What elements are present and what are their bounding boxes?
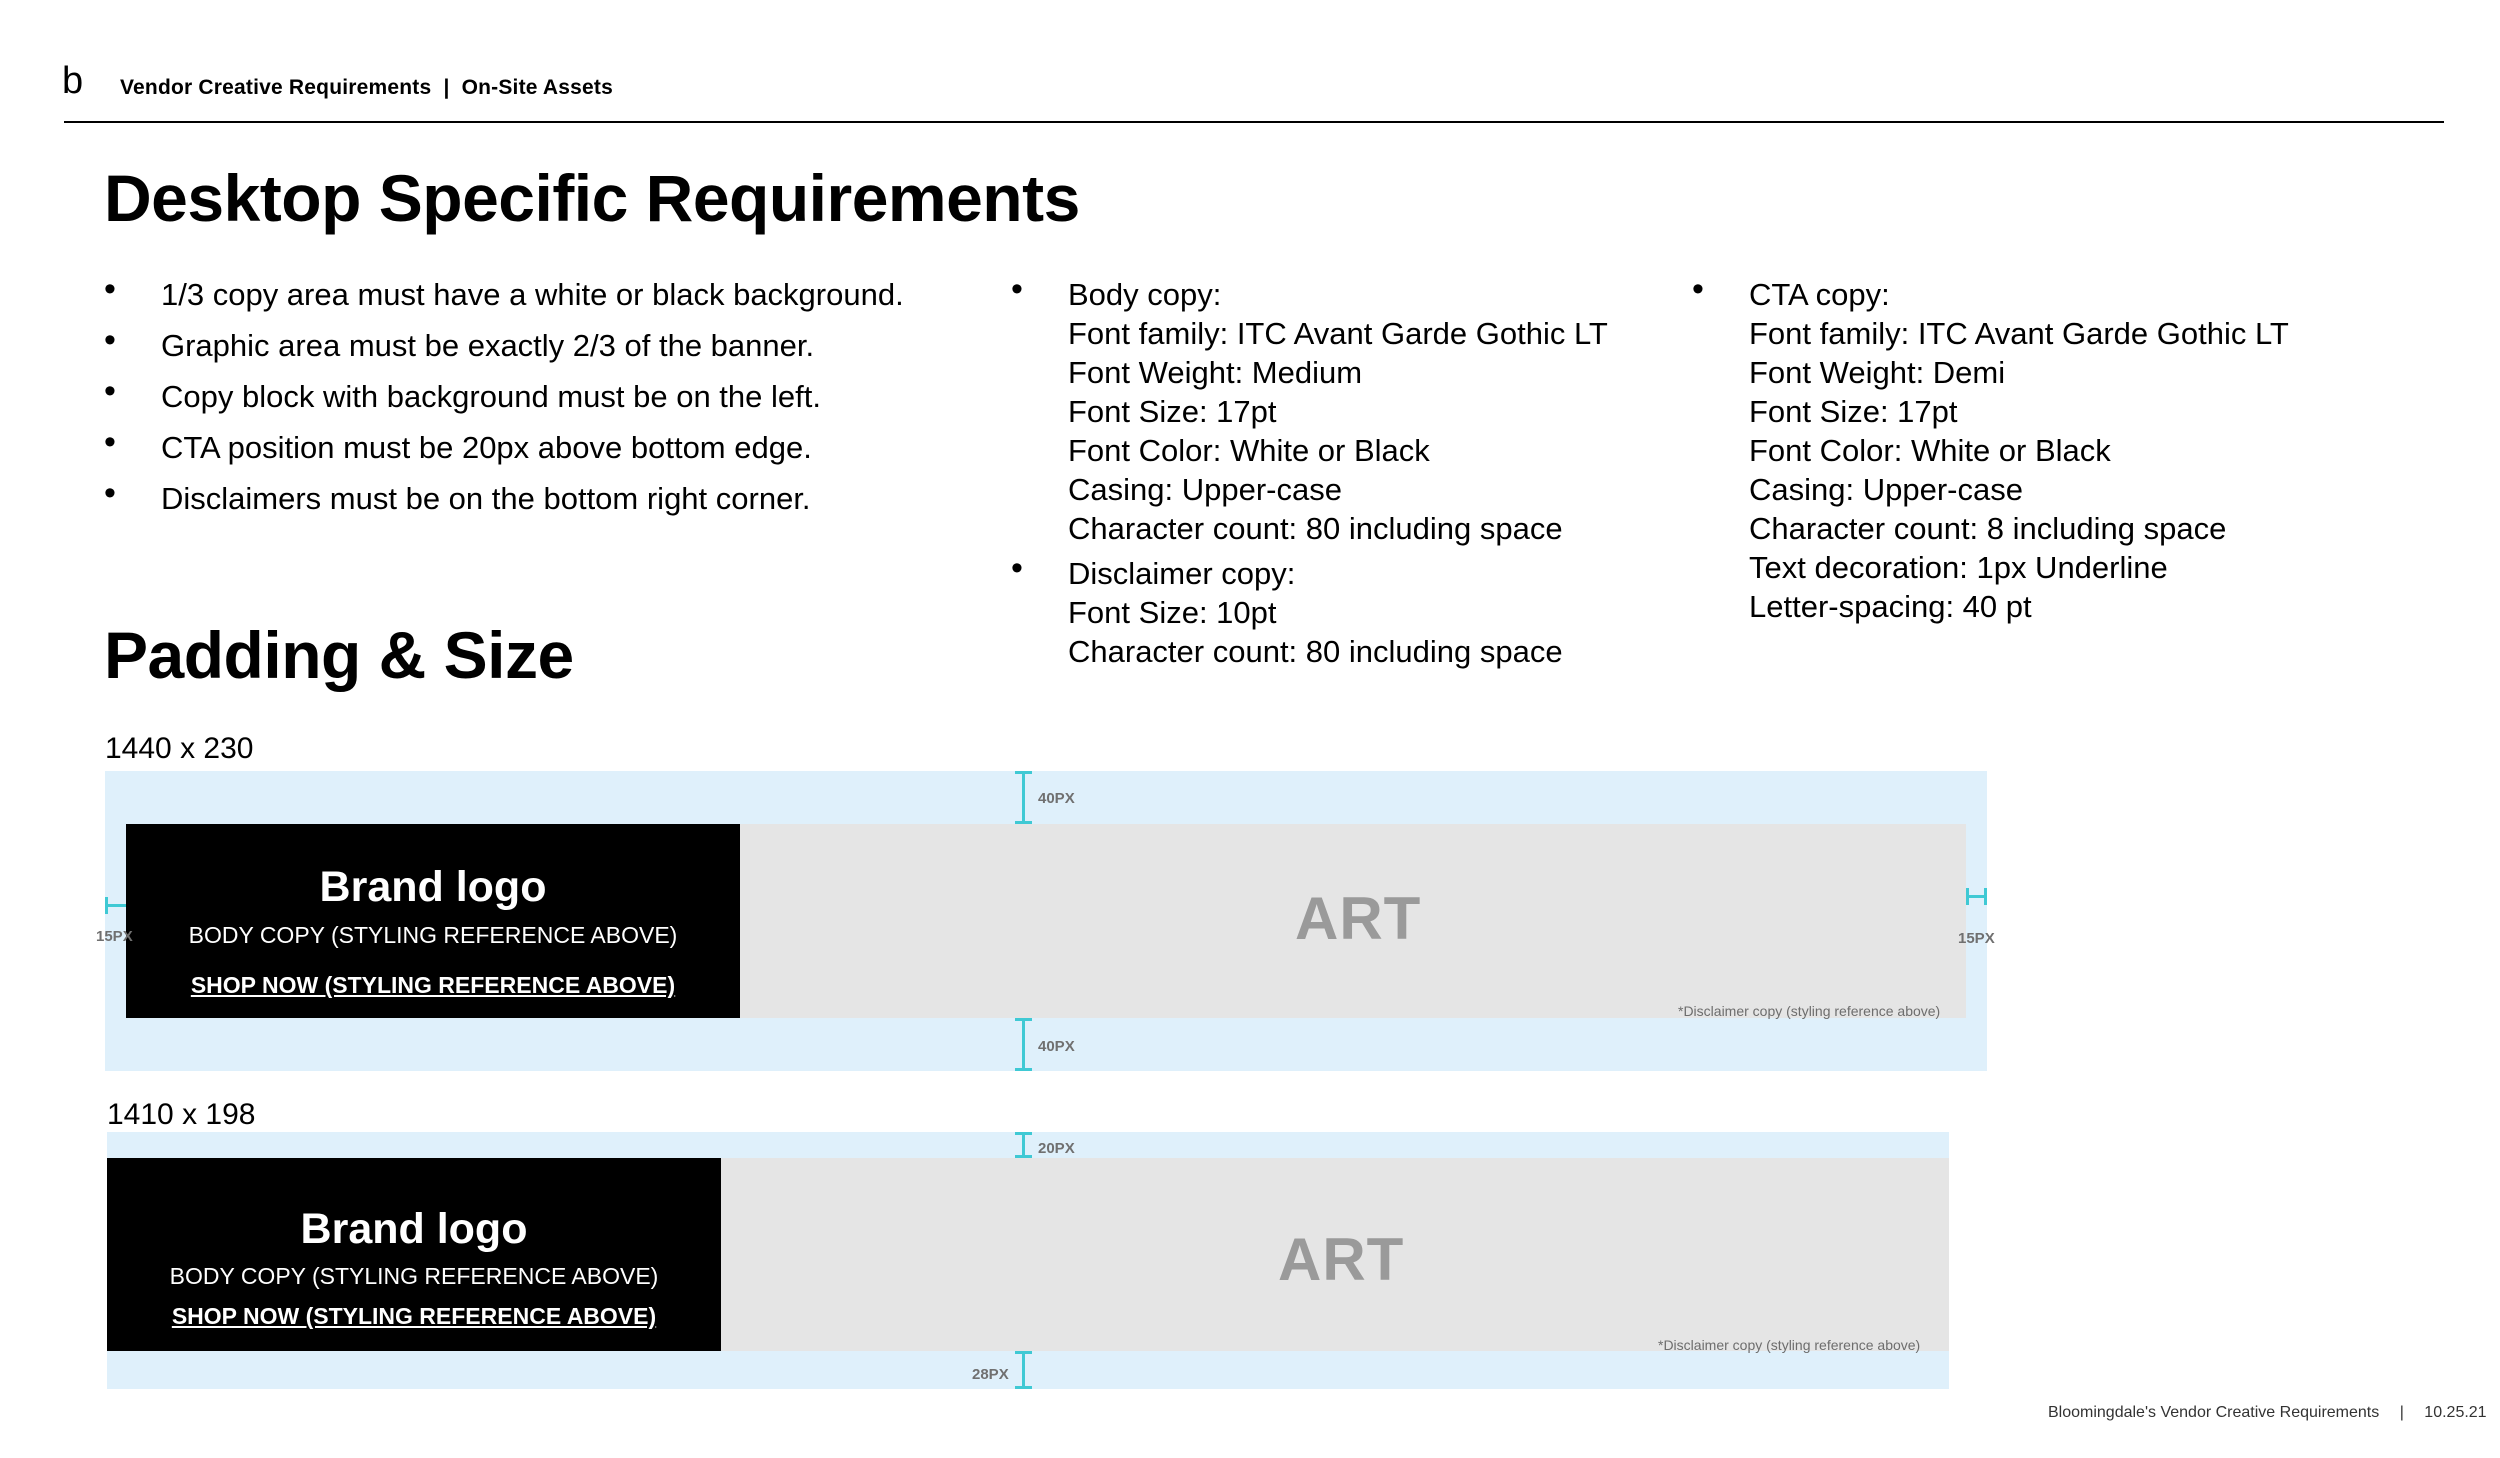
brand-b-logo: b (62, 60, 84, 102)
spec-line: Casing: Upper-case (1749, 472, 2023, 507)
footer-date: 10.25.21 (2424, 1404, 2487, 1421)
measure-cap (1966, 888, 1969, 905)
spec-line: • CTA copy: (1749, 277, 1890, 312)
spec-line: Font Size: 10pt (1068, 595, 1277, 630)
measure-cap (1015, 1351, 1032, 1354)
footer (2048, 1404, 2487, 1422)
spec-line: Character count: 80 including space (1068, 634, 1563, 669)
spec-line: • Body copy: (1068, 277, 1222, 312)
measure-cap (1984, 888, 1987, 905)
bottom-padding-label: 28PX (972, 1366, 1009, 1383)
body-copy-text: BODY COPY (STYLING REFERENCE ABOVE) (188, 922, 678, 948)
left-padding-measure (105, 904, 126, 907)
cta-copy-spec (1692, 275, 2289, 626)
banner1-size-label: 1440 x 230 (105, 732, 254, 765)
bottom-padding-label: 40PX (1038, 1038, 1075, 1055)
banner1-disclaimer: *Disclaimer copy (styling reference above) (1678, 1003, 1941, 1019)
measure-cap (1015, 1155, 1032, 1158)
requirements-list (104, 275, 904, 530)
spec-line: Font Weight: Demi (1749, 355, 2006, 390)
disclaimer-copy-spec (1011, 554, 1608, 671)
spec-line: Casing: Upper-case (1068, 472, 1342, 507)
spec-line: Font Weight: Medium (1068, 355, 1363, 390)
top-padding-measure (1022, 771, 1025, 824)
measure-cap (1015, 1068, 1032, 1071)
body-copy-spec (1011, 275, 1608, 548)
spec-line: Text decoration: 1px Underline (1749, 550, 2168, 585)
banner1-art-label: ART (1295, 885, 1422, 952)
measure-cap (1015, 1386, 1032, 1389)
measure-cap (1015, 1132, 1032, 1135)
spec-line: Character count: 8 including space (1749, 511, 2227, 546)
banner2-size-label: 1410 x 198 (107, 1098, 256, 1131)
brand-logo: Brand logo (319, 863, 547, 911)
banner2-copy-block (107, 1158, 721, 1351)
list-item: • CTA position must be 20px above bottom edge. (104, 428, 904, 467)
banner1-copy-block (126, 824, 740, 1018)
top-padding-label: 20PX (1038, 1140, 1075, 1157)
header-divider (64, 121, 2444, 123)
footer-separator: | (2399, 1404, 2404, 1421)
top-padding-label: 40PX (1038, 790, 1075, 807)
measure-cap (1015, 1018, 1032, 1021)
banner2-disclaimer: *Disclaimer copy (styling reference above) (1658, 1337, 1921, 1353)
footer-text: Bloomingdale's Vendor Creative Requirements (2048, 1404, 2380, 1421)
spec-line: Font family: ITC Avant Garde Gothic LT (1749, 316, 2289, 351)
bottom-padding-measure (1022, 1018, 1025, 1071)
list-item: • Graphic area must be exactly 2/3 of the banner. (104, 326, 904, 365)
list-item: • Disclaimers must be on the bottom right corner. (104, 479, 904, 518)
cta-link[interactable]: SHOP NOW (STYLING REFERENCE ABOVE) (171, 1303, 657, 1329)
measure-cap (105, 897, 108, 914)
measure-cap (1015, 771, 1032, 774)
spec-line: Character count: 80 including space (1068, 511, 1563, 546)
spec-line: Letter-spacing: 40 pt (1749, 589, 2032, 624)
brand-logo: Brand logo (300, 1205, 528, 1253)
spec-line: Font Size: 17pt (1068, 394, 1277, 429)
bottom-padding-measure (1022, 1351, 1025, 1389)
list-item: • Copy block with background must be on the left. (104, 377, 904, 416)
spec-line: Font family: ITC Avant Garde Gothic LT (1068, 316, 1608, 351)
cta-link[interactable]: SHOP NOW (STYLING REFERENCE ABOVE) (190, 972, 676, 998)
spec-line: Font Size: 17pt (1749, 394, 1958, 429)
cta-spec-list (1692, 275, 2289, 626)
banner2-art-label: ART (1278, 1226, 1405, 1293)
left-padding-label: 15PX (96, 928, 133, 945)
right-padding-label: 15PX (1958, 930, 1995, 947)
spec-line: Font Color: White or Black (1068, 433, 1430, 468)
header-title: Vendor Creative Requirements | On-Site Assets (120, 76, 613, 99)
list-item: • 1/3 copy area must have a white or black background. (104, 275, 904, 314)
spec-line: • Disclaimer copy: (1068, 556, 1296, 591)
spec-line: Font Color: White or Black (1749, 433, 2111, 468)
page-title: Desktop Specific Requirements (104, 161, 1080, 235)
body-copy-text: BODY COPY (STYLING REFERENCE ABOVE) (169, 1263, 659, 1289)
measure-cap (1015, 821, 1032, 824)
section-title-padding: Padding & Size (104, 618, 574, 692)
body-disclaimer-spec-list (1011, 275, 1608, 677)
